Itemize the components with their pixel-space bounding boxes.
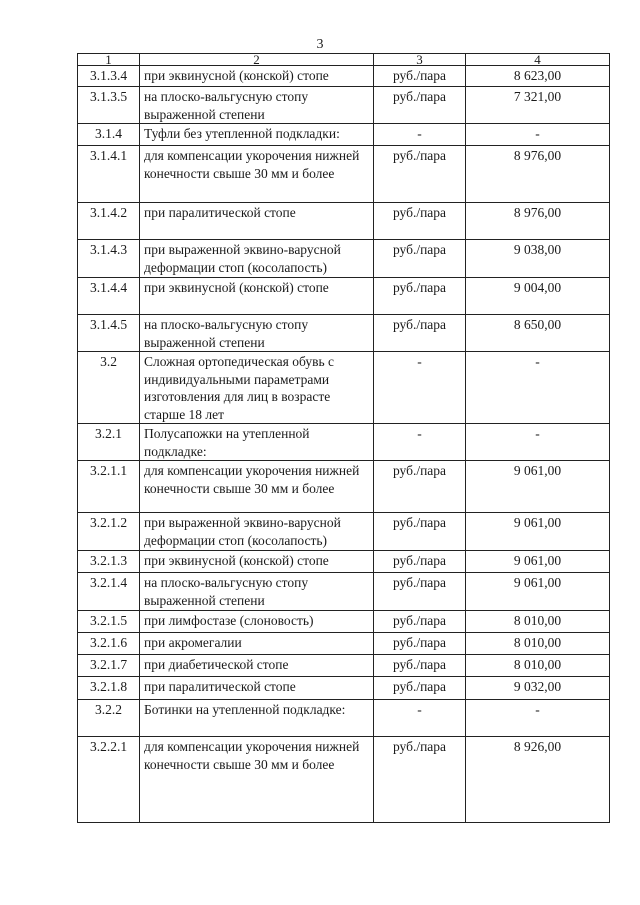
item-number: 3.1.4.2 — [78, 203, 140, 240]
item-unit: руб./пара — [374, 461, 466, 513]
item-name: при выраженной эквино-варусной деформации стоп (косолапость) — [140, 513, 374, 551]
table-row — [78, 677, 610, 700]
item-price: 8 650,00 — [466, 315, 610, 352]
item-price: 8 926,00 — [466, 737, 610, 823]
item-name: для компенсации укорочения нижней конечности свыше 30 мм и более — [140, 146, 374, 203]
item-unit: руб./пара — [374, 655, 466, 677]
item-name: на плоско-вальгусную стопу выраженной степени — [140, 573, 374, 611]
item-unit: руб./пара — [374, 551, 466, 573]
item-number: 3.1.4.4 — [78, 278, 140, 315]
table-row — [78, 700, 610, 737]
item-number: 3.1.3.5 — [78, 87, 140, 124]
item-price: - — [466, 352, 610, 424]
item-number: 3.1.4.3 — [78, 240, 140, 278]
item-name: при паралитической стопе — [140, 203, 374, 240]
column-header-3: 3 — [374, 54, 466, 66]
table-row — [78, 203, 610, 240]
item-name: при эквинусной (конской) стопе — [140, 278, 374, 315]
item-unit: руб./пара — [374, 677, 466, 700]
table-row — [78, 278, 610, 315]
item-number: 3.2.1.2 — [78, 513, 140, 551]
item-unit: руб./пара — [374, 573, 466, 611]
table-row — [78, 146, 610, 203]
item-price: 9 061,00 — [466, 461, 610, 513]
table-row — [78, 611, 610, 633]
item-number: 3.2.2 — [78, 700, 140, 737]
page-number: 3 — [316, 37, 324, 52]
item-unit: - — [374, 424, 466, 461]
item-number: 3.1.4.5 — [78, 315, 140, 352]
item-price: - — [466, 124, 610, 146]
item-price: - — [466, 700, 610, 737]
item-price: 9 032,00 — [466, 677, 610, 700]
table-row — [78, 551, 610, 573]
table-row — [78, 573, 610, 611]
item-price: 9 004,00 — [466, 278, 610, 315]
item-name: Туфли без утепленной подкладки: — [140, 124, 374, 146]
item-unit: руб./пара — [374, 315, 466, 352]
item-number: 3.2.1.6 — [78, 633, 140, 655]
item-name: для компенсации укорочения нижней конечности свыше 30 мм и более — [140, 737, 374, 823]
item-name: на плоско-вальгусную стопу выраженной степени — [140, 87, 374, 124]
table-row — [78, 87, 610, 124]
table-row — [78, 655, 610, 677]
table-row — [78, 513, 610, 551]
item-name: при диабетической стопе — [140, 655, 374, 677]
column-header-1: 1 — [78, 54, 140, 66]
item-price: 8 623,00 — [466, 66, 610, 87]
item-price: 9 061,00 — [466, 551, 610, 573]
item-price: 9 061,00 — [466, 573, 610, 611]
item-number: 3.2.1.3 — [78, 551, 140, 573]
item-price: - — [466, 424, 610, 461]
table-row — [78, 352, 610, 424]
item-unit: - — [374, 352, 466, 424]
item-number: 3.2.1.4 — [78, 573, 140, 611]
item-price: 8 010,00 — [466, 655, 610, 677]
column-header-4: 4 — [466, 54, 610, 66]
item-name: Полусапожки на утепленной подкладке: — [140, 424, 374, 461]
item-number: 3.1.4.1 — [78, 146, 140, 203]
item-unit: руб./пара — [374, 737, 466, 823]
item-number: 3.2.1 — [78, 424, 140, 461]
item-number: 3.2.1.8 — [78, 677, 140, 700]
item-name: Сложная ортопедическая обувь с индивидуальными параметрами изготовления для лиц в возрасте старше 18 лет — [140, 352, 374, 424]
item-unit: - — [374, 700, 466, 737]
item-unit: руб./пара — [374, 66, 466, 87]
table-row — [78, 424, 610, 461]
item-price: 8 976,00 — [466, 203, 610, 240]
item-unit: руб./пара — [374, 513, 466, 551]
item-name: при паралитической стопе — [140, 677, 374, 700]
item-name: для компенсации укорочения нижней конечности свыше 30 мм и более — [140, 461, 374, 513]
table-row — [78, 633, 610, 655]
item-number: 3.2 — [78, 352, 140, 424]
table-row — [78, 315, 610, 352]
item-price: 9 038,00 — [466, 240, 610, 278]
item-unit: руб./пара — [374, 278, 466, 315]
item-unit: руб./пара — [374, 633, 466, 655]
item-price: 9 061,00 — [466, 513, 610, 551]
item-name: на плоско-вальгусную стопу выраженной степени — [140, 315, 374, 352]
item-name: при выраженной эквино-варусной деформации стоп (косолапость) — [140, 240, 374, 278]
item-number: 3.2.1.5 — [78, 611, 140, 633]
item-name: Ботинки на утепленной подкладке: — [140, 700, 374, 737]
item-number: 3.1.4 — [78, 124, 140, 146]
column-number-row — [78, 54, 610, 66]
item-name: при лимфостазе (слоновость) — [140, 611, 374, 633]
item-unit: руб./пара — [374, 240, 466, 278]
item-name: при эквинусной (конской) стопе — [140, 551, 374, 573]
column-header-2: 2 — [140, 54, 374, 66]
item-price: 8 976,00 — [466, 146, 610, 203]
table-row — [78, 737, 610, 823]
item-unit: - — [374, 124, 466, 146]
item-name: при акромегалии — [140, 633, 374, 655]
item-price: 7 321,00 — [466, 87, 610, 124]
item-unit: руб./пара — [374, 87, 466, 124]
item-price: 8 010,00 — [466, 633, 610, 655]
item-number: 3.2.2.1 — [78, 737, 140, 823]
item-unit: руб./пара — [374, 146, 466, 203]
table-row — [78, 461, 610, 513]
table-row — [78, 66, 610, 87]
item-name: при эквинусной (конской) стопе — [140, 66, 374, 87]
table-row — [78, 124, 610, 146]
item-price: 8 010,00 — [466, 611, 610, 633]
table-row — [78, 240, 610, 278]
tariff-table — [77, 53, 610, 823]
item-unit: руб./пара — [374, 203, 466, 240]
item-unit: руб./пара — [374, 611, 466, 633]
item-number: 3.1.3.4 — [78, 66, 140, 87]
item-number: 3.2.1.1 — [78, 461, 140, 513]
item-number: 3.2.1.7 — [78, 655, 140, 677]
